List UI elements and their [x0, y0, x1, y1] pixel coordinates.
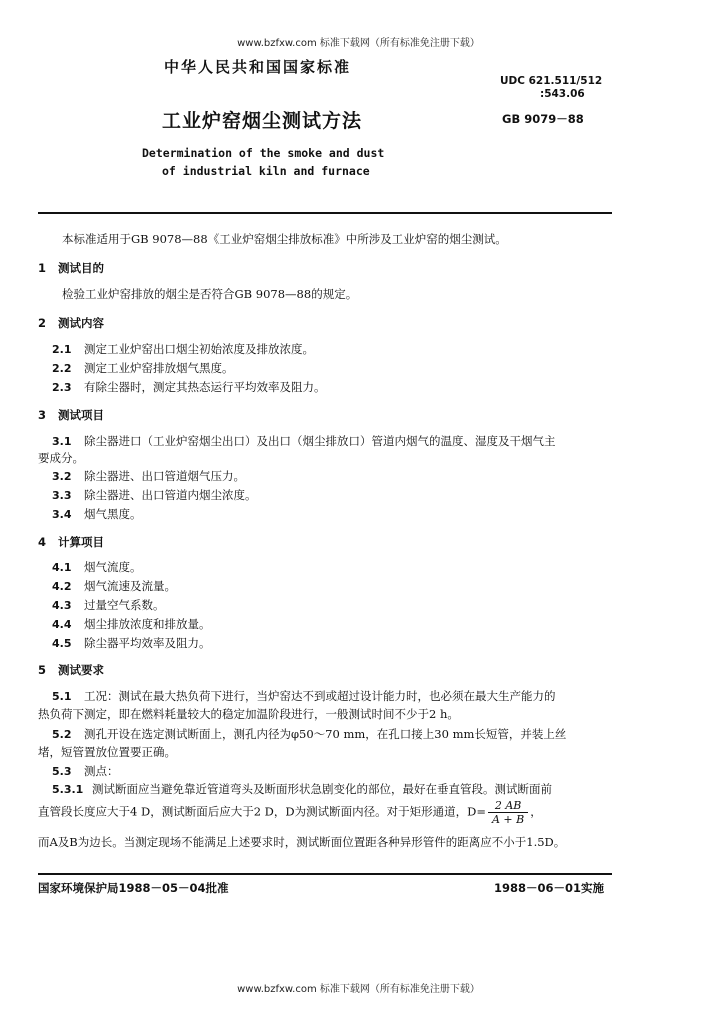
footer-rule [38, 873, 612, 875]
udc-line1: UDC 621.511/512 [500, 75, 603, 87]
title-en-line1: Determination of the smoke and dust [142, 146, 385, 160]
watermark-top: www.bzfxw.com 标准下载网（所有标准免注册下载） [237, 38, 480, 49]
list-item: 2.1 测定工业炉窑出口烟尘初始浓度及排放浓度。 [52, 342, 314, 356]
section-title: 测试目的 [58, 261, 105, 275]
udc-line2: :543.06 [540, 88, 585, 100]
section-number: 1 [38, 261, 47, 275]
paragraph-5-3-1-cont: 而A及B为边长。当测定现场不能满足上述要求时，测试断面位置距各种异形管件的距离应不小于1.5D。 [38, 835, 566, 849]
implementation-date: 1988－06－01实施 [494, 881, 605, 895]
paragraph-5-3-1-formula-line: 直管段长度应大于4 D，测试断面后应大于2 D，D为测试断面内径。对于矩形通道，D= $\frac{2 AB}{A + B}$ ， [38, 799, 542, 826]
section-number: 2 [38, 316, 47, 330]
paragraph-5-1: 5.1 工况：测试在最大热负荷下进行，当炉窑达不到或超过设计能力时，也必须在最大生产能力的 [52, 689, 556, 703]
title-en-line2: of industrial kiln and furnace [162, 164, 370, 178]
list-item: 3.1 除尘器进口（工业炉窑烟尘出口）及出口（烟尘排放口）管道内烟气的温度、湿度及干烟气主 [52, 434, 556, 448]
list-item: 3.2 除尘器进、出口管道烟气压力。 [52, 469, 245, 483]
list-item-continuation: 要成分。 [38, 451, 84, 465]
list-item: 2.3 有除尘器时，测定其热态运行平均效率及阻力。 [52, 380, 326, 394]
approval-date: 国家环境保护局1988－05－04批准 [38, 881, 229, 895]
paragraph-5-1-cont: 热负荷下测定，即在燃料耗量较大的稳定加温阶段进行，一般测试时间不少于2 h。 [38, 707, 459, 721]
list-item: 4.5 除尘器平均效率及阻力。 [52, 636, 211, 650]
section-title: 测试内容 [58, 316, 105, 330]
section-4-heading [38, 534, 104, 550]
section-title: 测试要求 [58, 663, 105, 677]
paragraph-5-2-cont: 堵，短管置放位置要正确。 [38, 745, 176, 759]
section-2-heading [38, 315, 104, 331]
section-number: 3 [38, 408, 47, 422]
paragraph-5-3-1: 5.3.1 测试断面应当避免靠近管道弯头及断面形状急剧变化的部位，最好在垂直管段。测试断面前 [52, 782, 552, 796]
list-item: 4.2 烟气流速及流量。 [52, 579, 176, 593]
issuer: 中华人民共和国国家标准 [164, 58, 352, 76]
list-item: 4.3 过量空气系数。 [52, 598, 165, 612]
header-rule [38, 212, 612, 214]
watermark-bottom: www.bzfxw.com 标准下载网（所有标准免注册下载） [237, 984, 480, 995]
list-item: 3.4 烟气黑度。 [52, 507, 142, 521]
title-cn: 工业炉窑烟尘测试方法 [162, 110, 363, 132]
section-title: 计算项目 [58, 535, 105, 549]
paragraph-5-2: 5.2 测孔开设在选定测试断面上，测孔内径为φ50～70 mm，在孔口接上30 mm长短管，并装上丝 [52, 727, 567, 741]
section-number: 5 [38, 663, 47, 677]
section-1-heading [38, 260, 104, 276]
list-item: 3.3 除尘器进、出口管道内烟尘浓度。 [52, 488, 257, 502]
section-number: 4 [38, 535, 47, 549]
section-3-heading [38, 407, 104, 423]
diameter-formula: $\frac{2 AB}{A + B}$ [488, 799, 528, 826]
section-title: 测试项目 [58, 408, 105, 422]
section-5-heading [38, 662, 104, 678]
paragraph-5-3: 5.3 测点： [52, 764, 119, 778]
intro-paragraph: 本标准适用于GB 9078—88《工业炉窑烟尘排放标准》中所涉及工业炉窑的烟尘测试。 [62, 232, 507, 246]
list-item: 2.2 测定工业炉窑排放烟气黑度。 [52, 361, 234, 375]
section-1-text: 检验工业炉窑排放的烟尘是否符合GB 9078—88的规定。 [62, 287, 358, 301]
list-item: 4.1 烟气流度。 [52, 560, 142, 574]
list-item: 4.4 烟尘排放浓度和排放量。 [52, 617, 211, 631]
std-number: GB 9079－88 [502, 112, 584, 126]
